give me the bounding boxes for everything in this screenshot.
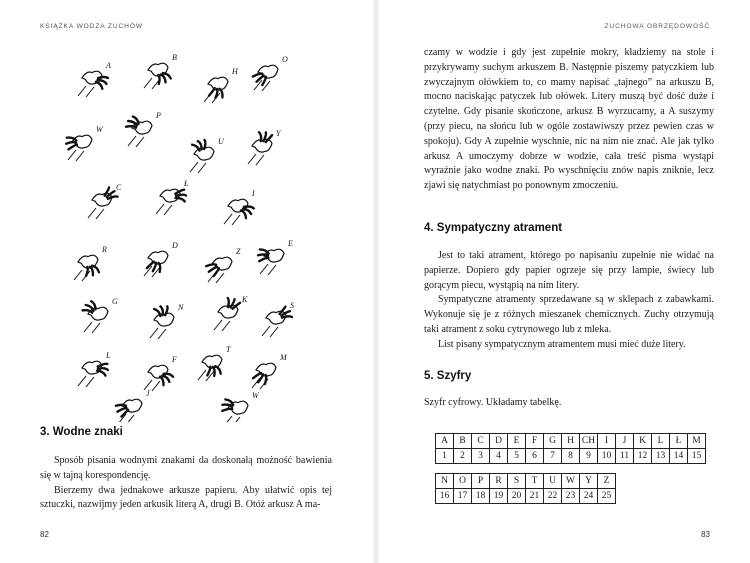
hand-sign-letter: B [172,53,177,62]
hand-sign [78,361,108,387]
page-number-right: 83 [701,530,710,539]
cipher-number-cell: 19 [490,489,508,504]
sympathetic-ink-text [424,249,714,353]
hand-sign [224,199,254,225]
running-head-right: ZUCHOWA OBRZĘDOWOŚĆ [604,23,710,30]
hand-sign-letter: I [252,189,255,198]
hand-sign [116,399,142,422]
cipher-number-cell: 2 [454,449,472,464]
cipher-number-cell: 1 [436,449,454,464]
paragraph: Szyfr cyfrowy. Układamy tabelkę. [424,397,562,408]
cipher-letter-cell: CH [580,434,598,449]
cipher-number-cell: 5 [508,449,526,464]
cipher-letter-cell: L [652,434,670,449]
hand-sign [83,301,108,333]
cipher-number-cell: 14 [670,449,688,464]
cipher-numbers-row [436,449,706,464]
hand-sign-letter: Z [236,247,241,256]
cipher-number-cell: 9 [580,449,598,464]
hand-sign-letter: J [146,389,150,398]
cipher-letter-cell: N [436,474,454,489]
cipher-number-cell: 23 [562,489,580,504]
hand-sign-letter: C [116,183,122,192]
hand-sign [144,63,171,89]
cipher-number-cell: 24 [580,489,598,504]
cipher-table-a-m [435,433,706,464]
hand-sign-letter: N [178,303,184,312]
cipher-letter-cell: G [544,434,562,449]
hand-sign [248,132,272,165]
cipher-number-cell: 22 [544,489,562,504]
cipher-number-cell: 10 [598,449,616,464]
hand-sign-letter: G [112,297,118,306]
right-page [380,0,750,563]
cipher-number-cell: 12 [634,449,652,464]
hand-sign-letter: U [218,137,224,146]
section-title-water-marks: 3. Wodne znaki [40,426,123,438]
ciphers-intro [424,396,714,411]
hand-sign [253,65,278,91]
cipher-letters-row [436,474,616,489]
hand-sign [144,251,168,277]
cipher-letter-cell: J [616,434,634,449]
paragraph: Jest to taki atrament, którego po napisaniu zupełnie nie widać na papierze. Dopiero gdy papier ogrzeje się przy lampie, świecy lub gorącym piecu, wystąpią na nim litery. [424,250,714,291]
hand-sign-letter: Ł [184,179,189,188]
cipher-number-cell: 21 [526,489,544,504]
hand-sign [88,187,118,219]
cipher-letter-cell: I [598,434,616,449]
paragraph: Sposób pisania wodnymi znakami da doskonałą możność bawienia się w tajną korespondencję. [40,455,332,481]
cipher-letter-cell: E [508,434,526,449]
hand-sign [66,135,92,161]
cipher-table-n-z [435,473,616,504]
cipher-letter-cell: Ł [670,434,688,449]
hand-sign [258,249,284,275]
hand-sign [214,298,240,331]
hand-sign-letter: H [232,67,238,76]
hand-sign-letter: E [288,239,293,248]
hand-sign [206,257,232,283]
hand-sign-letter: W [252,391,259,400]
paragraph: czamy w wodzie i gdy jest zupełnie mokry, kładziemy na stole i przykrywamy suchym arkuszem B. Następnie piszemy patyczkiem lub zwyczajnym ołówkiem to, co mamy napisać „tajnego” na arkuszu B, mocno naciskając patyczek lub ołówek. Litery muszą być dość duże i czytelne. Gdy pisanie skończone, arkusz B wyrzucamy, a A suszymy (przy piecu, na słońcu lub w ogóle zostawiwszy przez pewien czas w spokoju). Gdy A zupełnie wyschnie, nic na nim nie znać. Ale jak tylko arkusz A umoczymy dobrze w wodzie, cała treść pisma wystąpi wyraźnie jako wodne znaki. Po wyschnięciu znów napis zniknie, lecz zjawi się natychmiast po ponownym zmoczeniu. [424,47,714,192]
cipher-letter-cell: M [688,434,706,449]
cipher-number-cell: 4 [490,449,508,464]
sign-language-hands-drawing [62,50,294,422]
cipher-number-cell: 13 [652,449,670,464]
hand-sign-letter: R [102,245,107,254]
hand-sign [74,255,99,281]
hand-sign [150,306,174,339]
hand-sign-letter: W [96,125,103,134]
page-number-left: 82 [40,530,49,539]
hand-alphabet-illustration [62,50,294,422]
water-marks-continuation [424,46,714,194]
hand-sign-letter: F [172,355,177,364]
cipher-letter-cell: Y [580,474,598,489]
hand-sign [204,77,228,103]
cipher-letter-cell: B [454,434,472,449]
cipher-number-cell: 11 [616,449,634,464]
hand-sign-letter: A [106,61,111,70]
hand-sign-letter: O [282,55,288,64]
cipher-number-cell: 3 [472,449,490,464]
hand-sign-letter: T [226,345,231,354]
hand-sign-letter: P [156,111,161,120]
cipher-number-cell: 6 [526,449,544,464]
hand-sign [126,117,152,147]
cipher-letter-cell: W [562,474,580,489]
section-title-ciphers: 5. Szyfry [424,370,472,382]
hand-sign [252,363,276,389]
cipher-numbers-row [436,489,616,504]
cipher-letter-cell: P [472,474,490,489]
cipher-number-cell: 18 [472,489,490,504]
hand-sign [156,189,186,215]
paragraph: List pisany sympatycznym atramentem musi mieć duże litery. [438,338,686,350]
hand-sign-letter: Y [276,129,281,138]
cipher-letter-cell: D [490,434,508,449]
hand-sign-letter: S [290,301,294,310]
running-head-left: KSIĄŻKA WODZA ZUCHÓW [40,23,143,30]
cipher-number-cell: 8 [562,449,580,464]
cipher-letter-cell: C [472,434,490,449]
cipher-letter-cell: F [526,434,544,449]
cipher-number-cell: 16 [436,489,454,504]
hand-sign-letter: L [106,351,111,360]
book-gutter [372,0,380,563]
cipher-letter-cell: K [634,434,652,449]
cipher-letter-cell: A [436,434,454,449]
paragraph: Sympatyczne atramenty sprzedawane są w sklepach z zabawkami. Wykonuje się je z różnych mieszanek chemicznych. Zuchy otrzymują taki atrament z soku cytrynowego lub z mleka. [424,294,714,335]
cipher-letter-cell: Z [598,474,616,489]
cipher-letter-cell: U [544,474,562,489]
left-page [0,0,372,563]
hand-sign [198,355,222,381]
hand-sign-letter: M [280,353,287,362]
cipher-letter-cell: R [490,474,508,489]
hand-sign [190,140,214,173]
hand-sign-letter: D [172,241,178,250]
hand-sign [222,399,248,422]
section-title-sympathetic-ink: 4. Sympatyczny atrament [424,222,563,234]
water-marks-text [40,454,332,513]
cipher-letters-row [436,434,706,449]
cipher-letter-cell: H [562,434,580,449]
cipher-letter-cell: S [508,474,526,489]
cipher-letter-cell: O [454,474,472,489]
cipher-number-cell: 15 [688,449,706,464]
hand-sign [144,365,173,391]
hand-sign [78,71,108,97]
cipher-number-cell: 7 [544,449,562,464]
paragraph: Bierzemy dwa jednakowe arkusze papieru. Aby ułatwić opis tej sztuczki, nazwijmy jeden arkusik literą A, drugi B. Otóż arkusz A ma- [40,484,332,511]
hand-sign [262,307,292,337]
cipher-number-cell: 17 [454,489,472,504]
cipher-number-cell: 20 [508,489,526,504]
cipher-number-cell: 25 [598,489,616,504]
cipher-letter-cell: T [526,474,544,489]
hand-sign-letter: K [242,295,248,304]
